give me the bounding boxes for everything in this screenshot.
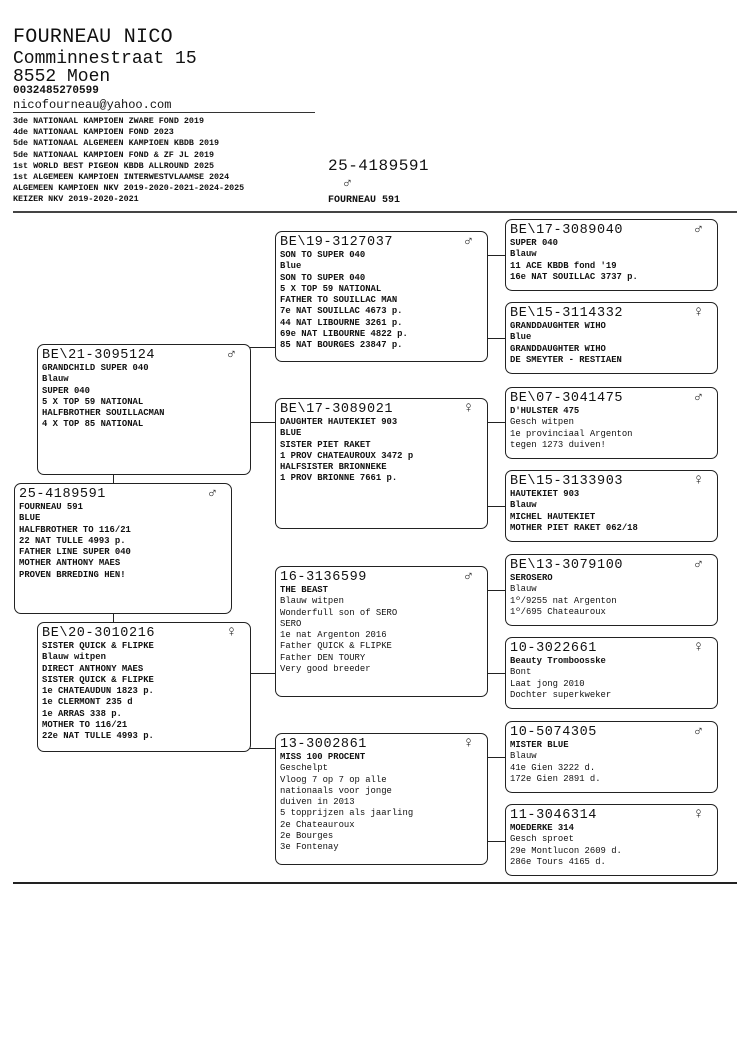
connector-line [487, 841, 505, 842]
pigeon-info-line: Dochter superkweker [510, 689, 612, 700]
pigeon-info-line: 85 NAT BOURGES 23847 p. [280, 340, 403, 351]
pigeon-info-line: HAUTEKIET 903 [510, 489, 580, 499]
pigeon-info-line: tegen 1273 duiven! [510, 439, 606, 450]
pigeon-info-line: 69e NAT LIBOURNE 4822 p. [280, 329, 408, 340]
pigeon-info-line: 5 topprijzen als jaarling [280, 808, 414, 819]
pigeon-info-line: Blauw [42, 374, 69, 385]
connector-line [487, 590, 505, 591]
pigeon-info-line: nationaals voor jonge [280, 785, 392, 796]
pigeon-info-line: 22 NAT TULLE 4993 p. [19, 535, 126, 546]
connector-line [487, 757, 505, 758]
male-icon: ♂ [226, 346, 236, 363]
ring-number: 25-4189591 [19, 487, 107, 502]
pigeon-info-line: 22e NAT TULLE 4993 p. [42, 731, 154, 742]
pigeon-info-line: SISTER PIET RAKET [280, 439, 371, 450]
pigeon-info-line: MOTHER PIET RAKET 062/18 [510, 522, 638, 533]
pigeon-info-line: 16e NAT SOUILLAC 3737 p. [510, 271, 638, 282]
ring-number: 13-3002861 [280, 737, 368, 752]
ring-number: BE\15-3133903 [510, 474, 624, 489]
ring-number: BE\21-3095124 [42, 348, 156, 363]
pigeon-info-line: Very good breeder [280, 664, 371, 675]
subject-name: FOURNEAU 591 [328, 195, 401, 206]
female-icon: ♀ [693, 806, 703, 823]
male-icon: ♂ [463, 568, 473, 585]
pedigree-box-ssd[interactable] [505, 302, 718, 374]
pigeon-info-line: 2e Chateauroux [280, 819, 355, 830]
pigeon-info-line: 3e Fontenay [280, 842, 339, 853]
pigeon-info-line: GRANDDAUGHTER WIHO [510, 343, 606, 354]
owner-phone: 0032485270599 [13, 85, 99, 97]
pedigree-box-sire[interactable] [37, 344, 251, 475]
pigeon-info-line: SON TO SUPER 040 [280, 250, 366, 260]
pigeon-info-line: 29e Montlucon 2609 d. [510, 845, 622, 856]
pigeon-info-line: SUPER 040 [42, 385, 90, 396]
pigeon-info-line: FOURNEAU 591 [19, 502, 83, 512]
pigeon-info-line: THE BEAST [280, 585, 328, 595]
pigeon-info-line: Father QUICK & FLIPKE [280, 641, 392, 652]
owner-name: FOURNEAU NICO [13, 26, 173, 49]
connector-line [250, 748, 275, 749]
pigeon-info-line: DE SMEYTER - RESTIAEN [510, 354, 622, 365]
pigeon-info-line: BLUE [19, 513, 41, 524]
pedigree-box-dam-dam[interactable] [275, 733, 488, 865]
pigeon-info-line: 1e CLERMONT 235 d [42, 697, 133, 708]
top-divider [13, 211, 737, 213]
pigeon-info-line: Gesch sproet [510, 834, 574, 845]
award-item: 1st WORLD BEST PIGEON KBDB ALLROUND 2025 [13, 160, 215, 171]
subject-ring-number: 25-4189591 [328, 157, 430, 175]
header-divider [13, 112, 315, 113]
connector-line [487, 673, 505, 674]
pigeon-info-line: Blauw [510, 584, 537, 595]
pigeon-info-line: 172e Gien 2891 d. [510, 773, 601, 784]
female-icon: ♀ [463, 400, 473, 417]
pedigree-box-sss[interactable] [505, 219, 718, 291]
connector-line [487, 338, 505, 339]
pigeon-info-line: Vloog 7 op 7 op alle [280, 774, 387, 785]
pigeon-info-line: MISS 100 PROCENT [280, 752, 366, 762]
connector-line [487, 255, 505, 256]
award-item: 4de NATIONAAL KAMPIOEN FOND 2023 [13, 127, 174, 138]
pigeon-info-line: GRANDDAUGHTER WIHO [510, 321, 606, 331]
pigeon-info-line: FATHER TO SOUILLAC MAN [280, 295, 398, 306]
pigeon-info-line: SUPER 040 [510, 238, 558, 248]
pigeon-info-line: DAUGHTER HAUTEKIET 903 [280, 417, 398, 427]
pigeon-info-line: 1e provinciaal Argenton [510, 428, 633, 439]
owner-city: 8552 Moen [13, 67, 111, 87]
pigeon-info-line: MOEDERKE 314 [510, 823, 574, 833]
connector-line [250, 422, 275, 423]
pigeon-info-line: Laat jong 2010 [510, 678, 585, 689]
pigeon-info-line: 1 PROV BRIONNE 7661 p. [280, 473, 398, 484]
pigeon-info-line: Blauw [510, 751, 537, 762]
pigeon-info-line: MISTER BLUE [510, 740, 569, 750]
pigeon-info-line: 41e Gien 3222 d. [510, 762, 596, 773]
pigeon-info-line: Beauty Tromboosske [510, 656, 606, 666]
male-icon: ♂ [463, 233, 473, 250]
pigeon-info-line: Father DEN TOURY [280, 652, 366, 663]
pedigree-box-dsd[interactable] [505, 637, 718, 709]
pigeon-info-line: DIRECT ANTHONY MAES [42, 663, 144, 674]
female-icon: ♀ [693, 304, 703, 321]
pigeon-info-line: FATHER LINE SUPER 040 [19, 547, 131, 558]
pigeon-info-line: Blauw [510, 500, 537, 511]
pigeon-info-line: 1e ARRAS 338 p. [42, 708, 122, 719]
male-icon: ♂ [693, 221, 703, 238]
pigeon-info-line: 5 X TOP 59 NATIONAL [42, 396, 144, 407]
pedigree-box-sds[interactable] [505, 387, 718, 459]
ring-number: BE\13-3079100 [510, 558, 624, 573]
pigeon-info-line: SISTER QUICK & FLIPKE [42, 674, 154, 685]
connector-line [113, 474, 114, 483]
pedigree-box-dam-sire[interactable] [275, 566, 488, 697]
ring-number: BE\19-3127037 [280, 235, 394, 250]
pedigree-box-dam[interactable] [37, 622, 251, 752]
pigeon-info-line: 7e NAT SOUILLAC 4673 p. [280, 306, 403, 317]
pigeon-info-line: SISTER QUICK & FLIPKE [42, 641, 154, 651]
female-icon: ♀ [693, 639, 703, 656]
female-icon: ♀ [463, 735, 473, 752]
award-item: 5de NATIONAAL ALGEMEEN KAMPIOEN KBDB 2019 [13, 138, 220, 149]
ring-number: 10-3022661 [510, 641, 598, 656]
pigeon-info-line: 2e Bourges [280, 831, 334, 842]
male-icon: ♂ [693, 723, 703, 740]
pigeon-info-line: MOTHER TO 116/21 [42, 720, 128, 731]
pedigree-box-dss[interactable] [505, 554, 718, 626]
connector-line [487, 422, 505, 423]
ring-number: 10-5074305 [510, 725, 598, 740]
ring-number: 11-3046314 [510, 808, 598, 823]
pigeon-info-line: SEROSERO [510, 573, 553, 583]
bottom-divider [13, 882, 737, 884]
pigeon-info-line: Blauw witpen [280, 596, 344, 607]
pigeon-info-line: MICHEL HAUTEKIET [510, 511, 596, 522]
connector-line [487, 506, 505, 507]
pedigree-box-ddd[interactable] [505, 804, 718, 876]
ring-number: BE\17-3089021 [280, 402, 394, 417]
pigeon-info-line: Gesch witpen [510, 417, 574, 428]
pigeon-info-line: D'HULSTER 475 [510, 406, 580, 416]
pedigree-box-sdd[interactable] [505, 470, 718, 542]
pigeon-info-line: 1e CHATEAUDUN 1823 p. [42, 686, 154, 697]
female-icon: ♀ [226, 624, 236, 641]
pigeon-info-line: Blue [280, 261, 302, 272]
pigeon-info-line: 4 X TOP 85 NATIONAL [42, 419, 144, 430]
award-item: 5de NATIONAAL KAMPIOEN FOND & ZF JL 2019 [13, 149, 215, 160]
owner-street: Comminnestraat 15 [13, 49, 197, 69]
awards-list [13, 116, 244, 206]
pigeon-info-line: Geschelpt [280, 763, 328, 774]
male-icon: ♂ [693, 556, 703, 573]
pigeon-info-line: SON TO SUPER 040 [280, 272, 366, 283]
pigeon-info-line: 5 X TOP 59 NATIONAL [280, 283, 382, 294]
ring-number: BE\20-3010216 [42, 626, 156, 641]
male-icon: ♂ [207, 485, 217, 502]
pigeon-info-line: BLUE [280, 428, 302, 439]
pedigree-box-sire-dam[interactable] [275, 398, 488, 529]
pigeon-info-line: MOTHER ANTHONY MAES [19, 558, 121, 569]
pigeon-info-line: HALFBROTHER TO 116/21 [19, 524, 131, 535]
connector-line [250, 673, 275, 674]
male-icon: ♂ [693, 389, 703, 406]
connector-line [113, 613, 114, 622]
pigeon-info-line: 11 ACE KBDB fond '19 [510, 260, 617, 271]
pigeon-info-line: 44 NAT LIBOURNE 3261 p. [280, 317, 403, 328]
pigeon-info-line: Blauw witpen [42, 652, 106, 663]
ring-number: BE\07-3041475 [510, 391, 624, 406]
pigeon-info-line: SERO [280, 618, 302, 629]
award-item: 3de NATIONAAL KAMPIOEN ZWARE FOND 2019 [13, 116, 204, 126]
ring-number: BE\15-3114332 [510, 306, 624, 321]
pigeon-info-line: PROVEN BRREDING HEN! [19, 569, 126, 580]
female-icon: ♀ [693, 472, 703, 489]
pedigree-box-sire-sire[interactable] [275, 231, 488, 362]
pedigree-box-subject[interactable] [14, 483, 232, 614]
ring-number: 16-3136599 [280, 570, 368, 585]
pigeon-info-line: HALFSISTER BRIONNEKE [280, 462, 387, 473]
award-item: 1st ALGEMEEN KAMPIOEN INTERWESTVLAAMSE 2024 [13, 172, 230, 183]
pigeon-info-line: Blue [510, 332, 532, 343]
award-item: ALGEMEEN KAMPIOEN NKV 2019-2020-2021-2024-2025 [13, 183, 245, 194]
ring-number: BE\17-3089040 [510, 223, 624, 238]
connector-line [250, 347, 275, 348]
pigeon-info-line: 286e Tours 4165 d. [510, 856, 606, 867]
pigeon-info-line: Wonderfull son of SERO [280, 607, 398, 618]
pigeon-info-line: GRANDCHILD SUPER 040 [42, 363, 149, 373]
owner-email[interactable]: nicofourneau@yahoo.com [13, 98, 172, 112]
pigeon-info-line: 1º/695 Chateauroux [510, 606, 606, 617]
pigeon-info-line: Bont [510, 667, 532, 678]
pigeon-info-line: 1e nat Argenton 2016 [280, 630, 387, 641]
pigeon-info-line: Blauw [510, 249, 537, 260]
pedigree-box-dds[interactable] [505, 721, 718, 793]
male-icon: ♂ [343, 175, 353, 192]
pigeon-info-line: 1º/9255 nat Argenton [510, 595, 617, 606]
pigeon-info-line: 1 PROV CHATEAUROUX 3472 p [280, 450, 414, 461]
pigeon-info-line: HALFBROTHER SOUILLACMAN [42, 408, 165, 419]
award-item: KEIZER NKV 2019-2020-2021 [13, 194, 139, 205]
pigeon-info-line: duiven in 2013 [280, 797, 355, 808]
